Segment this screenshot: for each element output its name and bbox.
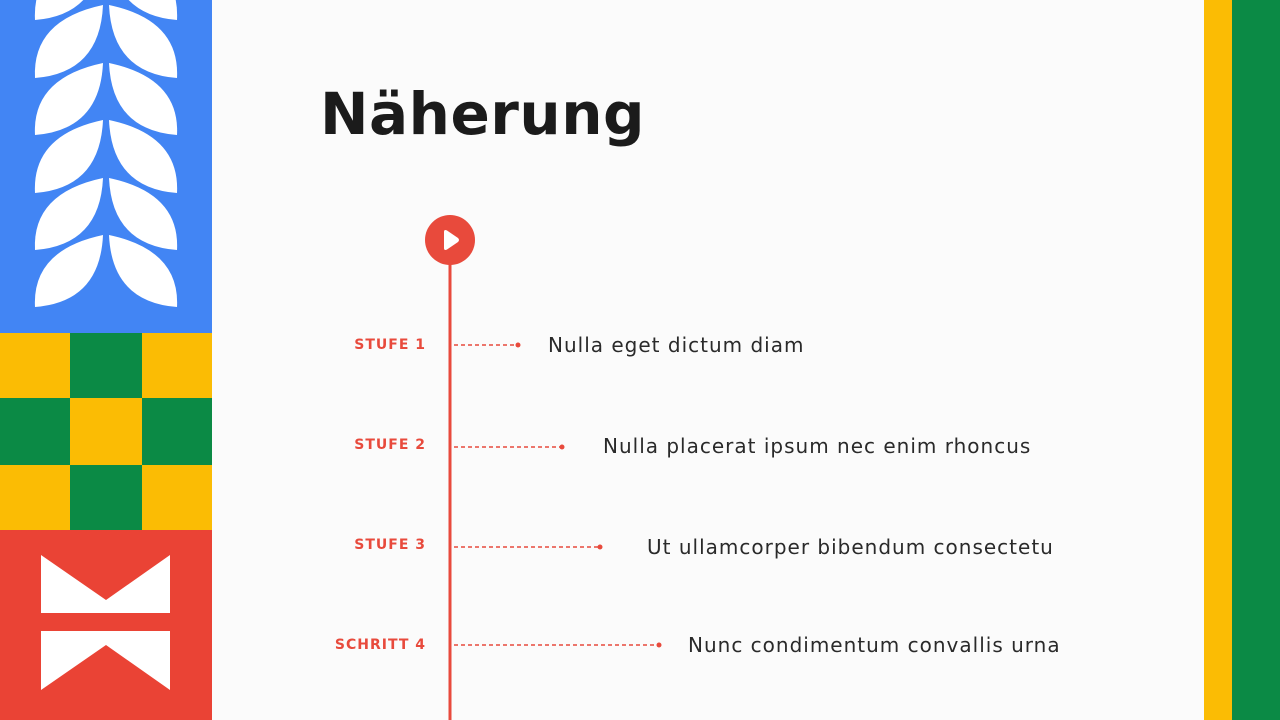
step-connector-4: [454, 643, 662, 648]
step-label-2: STUFE 2: [354, 437, 426, 453]
step-connector-2: [454, 445, 565, 450]
step-connector-3: [454, 545, 603, 550]
step-label-3: STUFE 3: [354, 537, 426, 553]
step-label-1: STUFE 1: [354, 337, 426, 353]
slide-title: Näherung: [320, 80, 646, 148]
step-connector-1: [454, 343, 521, 348]
step-text-4: Nunc condimentum convallis urna: [688, 633, 1061, 657]
step-label-4: SCHRITT 4: [334, 637, 426, 653]
step-text-3: Ut ullamcorper bibendum consectetu: [647, 535, 1054, 559]
play-icon[interactable]: [425, 215, 475, 265]
step-text-1: Nulla eget dictum diam: [548, 333, 805, 357]
step-text-2: Nulla placerat ipsum nec enim rhoncus: [603, 434, 1032, 458]
